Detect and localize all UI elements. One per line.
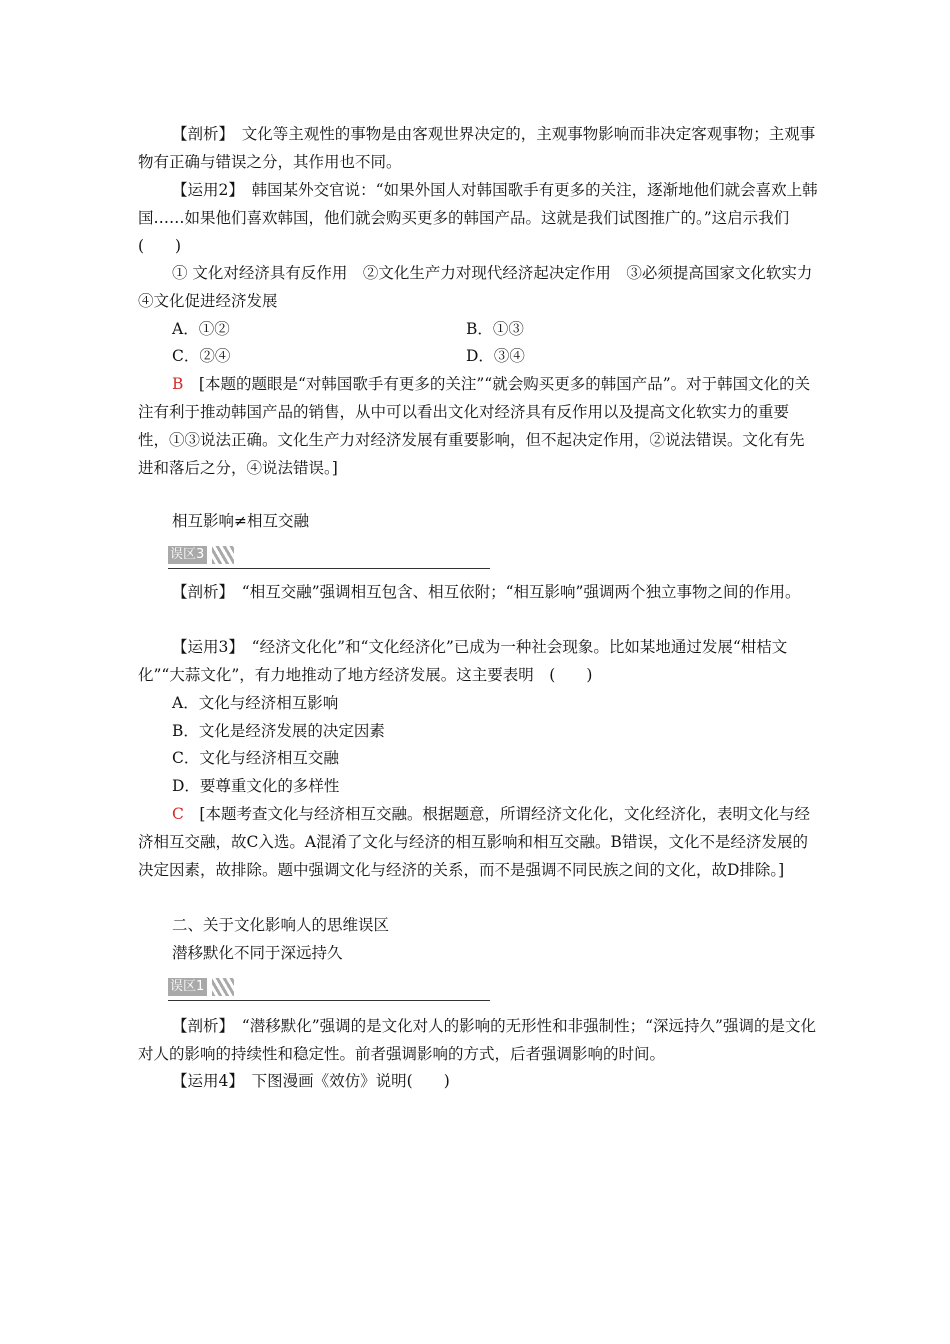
option-a: A．文化与经济相互影响 bbox=[172, 694, 339, 712]
analysis-paragraph-2 bbox=[138, 578, 818, 606]
option-a: A．①② bbox=[172, 320, 230, 338]
misconception-badge bbox=[168, 976, 490, 1001]
option-b: B．①③ bbox=[466, 320, 524, 338]
question-3 bbox=[138, 633, 818, 689]
question-label: 【运用2】 bbox=[172, 181, 237, 199]
section-heading: 相互影响≠相互交融 bbox=[172, 512, 309, 530]
question-label: 【运用3】 bbox=[172, 638, 237, 656]
badge-stripes bbox=[212, 978, 234, 996]
answer-letter: B bbox=[172, 375, 184, 393]
analysis-paragraph-1 bbox=[138, 120, 818, 176]
option-c: C．②④ bbox=[172, 347, 231, 365]
analysis-text: “潜移默化”强调的是文化对人的影响的无形性和非强制性；“深远持久”强调的是文化对人的影响的持续性和稳定性。前者强调影响的方式，后者强调影响的时间。 bbox=[138, 1017, 816, 1063]
analysis-text: 文化等主观性的事物是由客观世界决定的，主观事物影响而非决定客观事物；主观事物有正确与错误之分，其作用也不同。 bbox=[138, 125, 816, 171]
section-heading: 潜移默化不同于深远持久 bbox=[172, 944, 343, 962]
answer-explanation-3 bbox=[138, 800, 818, 884]
explanation-text: [本题的题眼是“对韩国歌手有更多的关注”“就会购买更多的韩国产品”。对于韩国文化的关注有利于推动韩国产品的销售，从中可以看出文化对经济具有反作用以及提高文化软实力的重要性，①③说法正确。文化生产力对经济发展有重要影响，但不起决定作用，②说法错误。文化有先进和落后之分，④说法错误。] bbox=[138, 375, 811, 477]
analysis-label: 【剖析】 bbox=[172, 583, 227, 601]
question-text: 下图漫画《效仿》说明( ) bbox=[251, 1072, 450, 1090]
analysis-label: 【剖析】 bbox=[172, 125, 227, 143]
question-text: “经济文化化”和“文化经济化”已成为一种社会现象。比如某地通过发展“柑桔文化”“大蒜文化”，有力地推动了地方经济发展。这主要表明 ( ) bbox=[138, 638, 788, 684]
option-d: D．要尊重文化的多样性 bbox=[172, 777, 340, 795]
badge-stripes bbox=[212, 546, 234, 564]
badge-label: 误区1 bbox=[168, 978, 207, 996]
explanation-text: [本题考查文化与经济相互交融。根据题意，所谓经济文化化，文化经济化，表明文化与经济相互交融，故C入选。A混淆了文化与经济的相互影响和相互交融。B错误，文化不是经济发展的决定因素，故排除。题中强调文化与经济的关系，而不是强调不同民族之间的文化，故D排除。] bbox=[138, 805, 810, 879]
analysis-label: 【剖析】 bbox=[172, 1017, 227, 1035]
misconception-badge bbox=[168, 544, 490, 569]
badge-label: 误区3 bbox=[168, 546, 207, 564]
question-label: 【运用4】 bbox=[172, 1072, 237, 1090]
analysis-paragraph-3 bbox=[138, 1012, 818, 1068]
option-d: D．③④ bbox=[466, 347, 525, 365]
question-2 bbox=[138, 176, 818, 260]
answer-explanation-2 bbox=[138, 370, 818, 482]
question-text: 韩国某外交官说：“如果外国人对韩国歌手有更多的关注，逐渐地他们就会喜欢上韩国……如果他们喜欢韩国，他们就会购买更多的韩国产品。这就是我们试图推广的。”这启示我们( ) bbox=[138, 181, 818, 255]
answer-letter: C bbox=[172, 805, 184, 823]
question-2-statements: ① 文化对经济具有反作用 ②文化生产力对现代经济起决定作用 ③必须提高国家文化软实力 ④文化促进经济发展 bbox=[138, 264, 828, 310]
option-b: B．文化是经济发展的决定因素 bbox=[172, 722, 385, 740]
option-c: C．文化与经济相互交融 bbox=[172, 749, 339, 767]
analysis-text: “相互交融”强调相互包含、相互依附；“相互影响”强调两个独立事物之间的作用。 bbox=[241, 583, 801, 601]
section-title: 二、关于文化影响人的思维误区 bbox=[172, 916, 390, 934]
question-4 bbox=[138, 1067, 818, 1095]
